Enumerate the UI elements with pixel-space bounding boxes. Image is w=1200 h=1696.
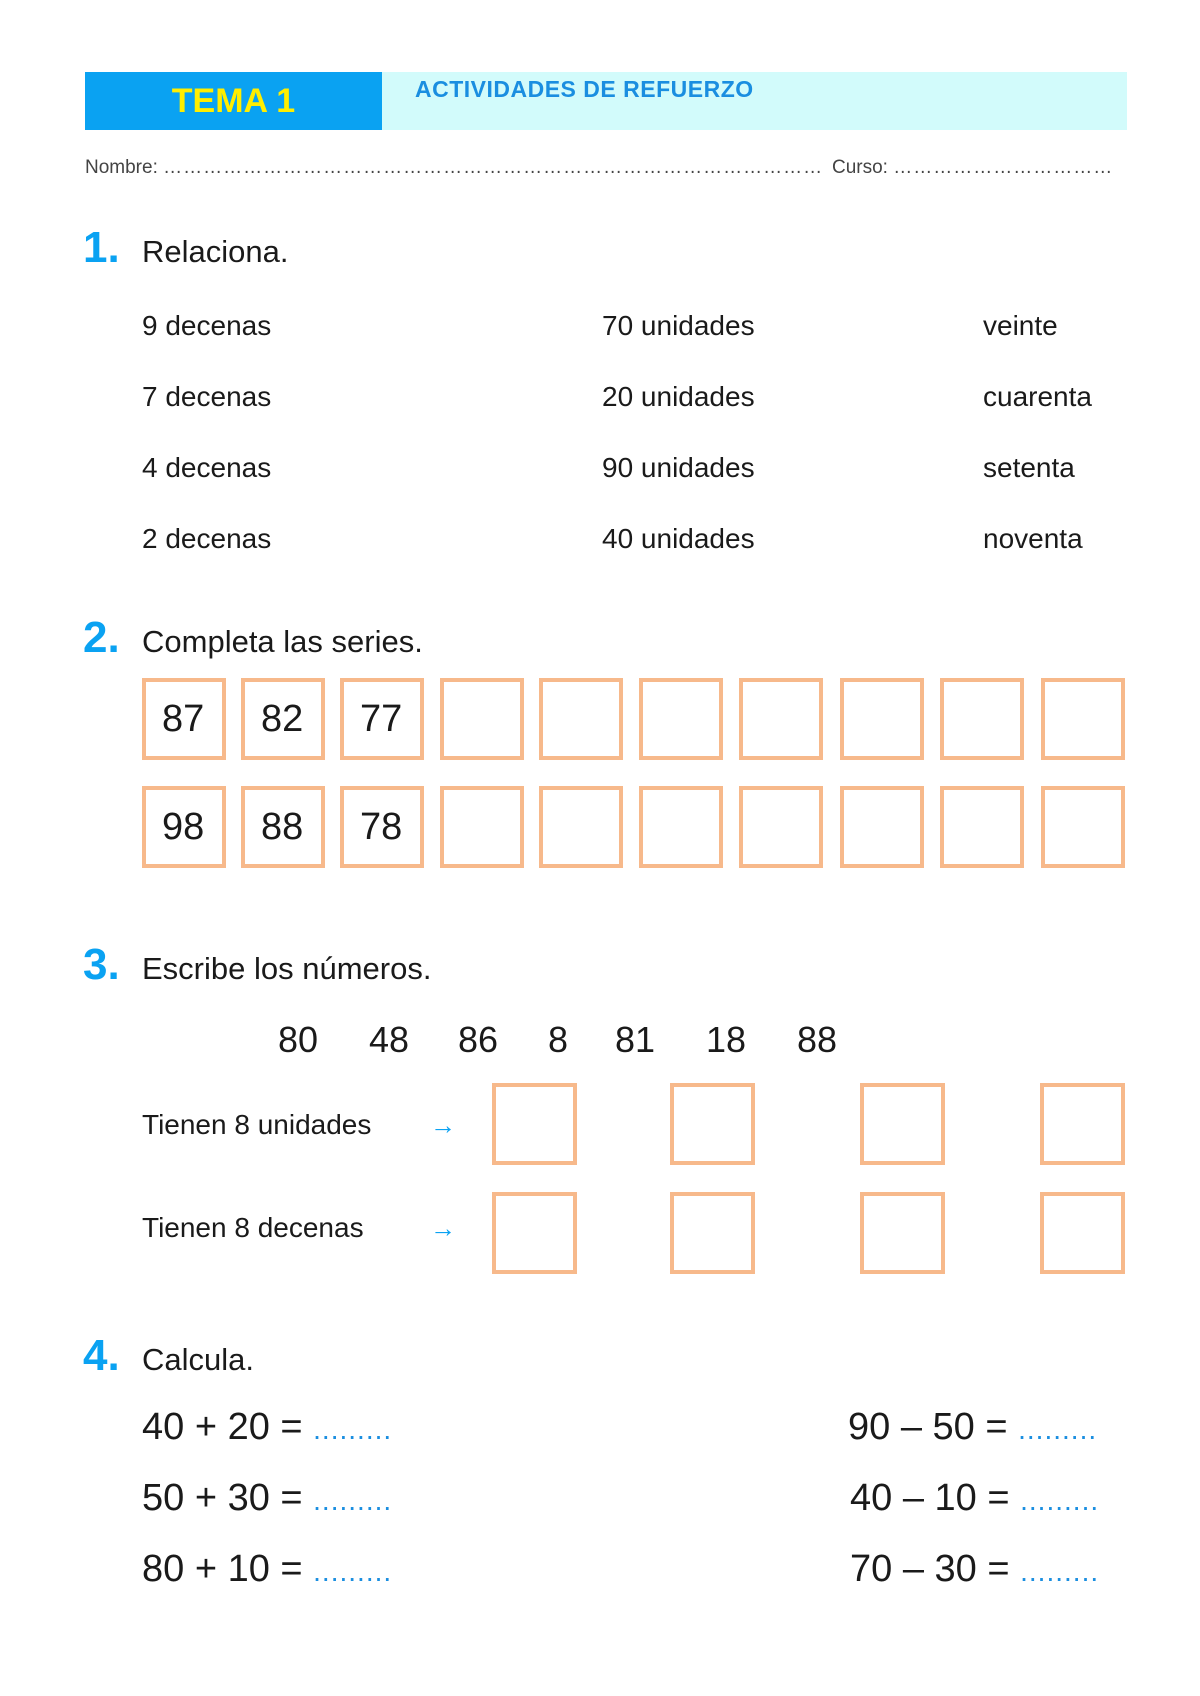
series-1-cell[interactable]	[840, 678, 924, 760]
answer-blank[interactable]: .........	[1018, 1414, 1098, 1445]
section-4-number: 4.	[83, 1331, 120, 1380]
answer-blank[interactable]: .........	[313, 1485, 393, 1516]
arrow-right-icon: →	[430, 1213, 456, 1243]
calc-addition	[142, 1406, 392, 1449]
series-2-cell[interactable]	[1041, 786, 1125, 868]
s1-col3-item: noventa	[983, 523, 1083, 554]
calc-expression: 90 – 50 =	[848, 1406, 1008, 1448]
given-number: 80	[278, 1019, 319, 1060]
tens-row-label: Tienen 8 decenas	[142, 1212, 364, 1243]
series-1-cell[interactable]	[539, 678, 623, 760]
tens-answer-box[interactable]	[1040, 1192, 1125, 1274]
units-answer-box[interactable]	[492, 1083, 577, 1165]
section-1-title: Relaciona.	[142, 234, 289, 269]
s1-col1-item: 9 decenas	[142, 310, 272, 341]
tens-answer-box[interactable]	[860, 1192, 945, 1274]
curso-field[interactable]	[832, 157, 1113, 179]
series-2-cell[interactable]	[539, 786, 623, 868]
tens-answer-box[interactable]	[492, 1192, 577, 1274]
section-4-title: Calcula.	[142, 1342, 254, 1377]
series-1-cell[interactable]: 87	[142, 678, 226, 760]
given-number: 48	[369, 1019, 410, 1060]
s1-col3-item: cuarenta	[983, 381, 1092, 412]
given-number: 18	[706, 1019, 747, 1060]
s1-col1-item: 4 decenas	[142, 452, 272, 483]
series-2-cell[interactable]: 88	[241, 786, 325, 868]
calc-expression: 40 + 20 =	[142, 1406, 303, 1448]
units-answer-box[interactable]	[1040, 1083, 1125, 1165]
section-3-title: Escribe los números.	[142, 951, 432, 986]
curso-dots: ……………………………	[893, 157, 1114, 178]
tens-answer-box[interactable]	[670, 1192, 755, 1274]
calc-subtraction	[848, 1406, 1097, 1449]
series-2-cell[interactable]	[639, 786, 723, 868]
series-2-cell[interactable]: 78	[340, 786, 424, 868]
series-1-cell[interactable]: 82	[241, 678, 325, 760]
given-number: 8	[548, 1019, 569, 1060]
given-number: 88	[797, 1019, 838, 1060]
series-1-cell[interactable]	[1041, 678, 1125, 760]
section-1-number: 1.	[83, 223, 120, 272]
s1-col3-item: veinte	[983, 310, 1058, 341]
section-2-number: 2.	[83, 613, 120, 662]
nombre-dots: ………………………………………………………………………………………	[163, 157, 824, 178]
answer-blank[interactable]: .........	[313, 1556, 393, 1587]
tema-label: TEMA 1	[171, 82, 296, 120]
section-2-title: Completa las series.	[142, 624, 423, 659]
calc-subtraction	[850, 1477, 1099, 1520]
s1-col2-item: 90 unidades	[602, 452, 755, 483]
s1-col3-item: setenta	[983, 452, 1075, 483]
series-2-cell[interactable]	[440, 786, 524, 868]
series-2-cell[interactable]	[940, 786, 1024, 868]
units-answer-box[interactable]	[670, 1083, 755, 1165]
section-3-number: 3.	[83, 940, 120, 989]
series-1-cell[interactable]	[940, 678, 1024, 760]
given-number: 86	[458, 1019, 499, 1060]
worksheet-subtitle: ACTIVIDADES DE REFUERZO	[415, 76, 754, 102]
nombre-label: Nombre:	[85, 157, 158, 178]
s1-col1-item: 2 decenas	[142, 523, 272, 554]
arrow-right-icon: →	[430, 1110, 456, 1140]
answer-blank[interactable]: .........	[1020, 1485, 1100, 1516]
calc-expression: 70 – 30 =	[850, 1548, 1010, 1590]
s1-col2-item: 70 unidades	[602, 310, 755, 341]
series-1-cell[interactable]	[639, 678, 723, 760]
answer-blank[interactable]: .........	[1020, 1556, 1100, 1587]
series-1-cell[interactable]	[739, 678, 823, 760]
series-2-cell[interactable]	[840, 786, 924, 868]
s1-col2-item: 40 unidades	[602, 523, 755, 554]
calc-addition	[142, 1477, 392, 1520]
s1-col2-item: 20 unidades	[602, 381, 755, 412]
series-1-cell[interactable]: 77	[340, 678, 424, 760]
answer-blank[interactable]: .........	[313, 1414, 393, 1445]
s1-col1-item: 7 decenas	[142, 381, 272, 412]
curso-label: Curso:	[832, 157, 888, 178]
calc-expression: 80 + 10 =	[142, 1548, 303, 1590]
calc-subtraction	[850, 1548, 1099, 1591]
nombre-field[interactable]	[85, 157, 823, 179]
series-2-cell[interactable]	[739, 786, 823, 868]
calc-expression: 50 + 30 =	[142, 1477, 303, 1519]
series-2-cell[interactable]: 98	[142, 786, 226, 868]
calc-expression: 40 – 10 =	[850, 1477, 1010, 1519]
calc-addition	[142, 1548, 392, 1591]
given-number: 81	[615, 1019, 656, 1060]
series-1-cell[interactable]	[440, 678, 524, 760]
units-row-label: Tienen 8 unidades	[142, 1109, 372, 1140]
units-answer-box[interactable]	[860, 1083, 945, 1165]
